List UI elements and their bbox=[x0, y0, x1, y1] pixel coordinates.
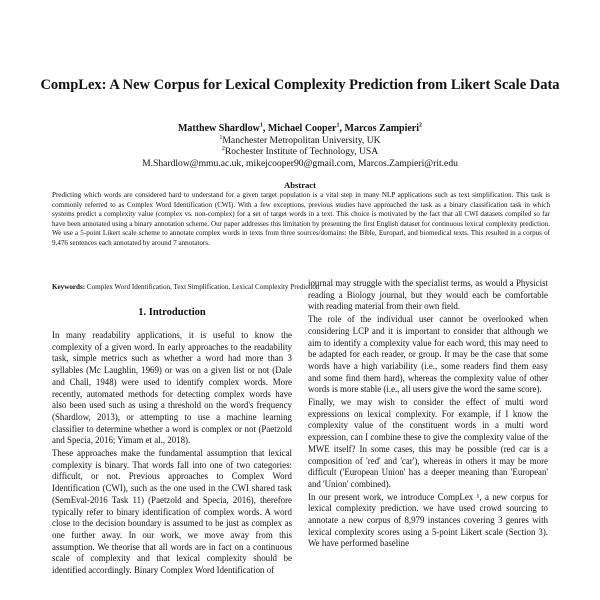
section-heading-introduction: 1. Introduction bbox=[138, 307, 206, 318]
affiliation-line bbox=[40, 146, 560, 158]
paragraph: The role of the individual user cannot be overlooked when considering LCP and it is important to consider that although we aim to identify a complexity value for each word, this may need to be adapted for each reader, or group. It may be the case that some words have a high variability (i.e., some readers find them easy and some find them hard), whereas the complexity value of other words is more stable (i.e., all users give the word the same score). bbox=[308, 314, 548, 395]
keywords-list: Complex Word Identification, Text Simplification, Lexical Complexity Prediction bbox=[86, 283, 320, 291]
affiliation-line bbox=[40, 135, 560, 147]
paper-title: CompLex: A New Corpus for Lexical Complexity Prediction from Likert Scale Data bbox=[40, 77, 560, 93]
author-affiliation-mark: 2 bbox=[419, 122, 423, 129]
author-affiliation-mark: 1 bbox=[336, 122, 340, 129]
affiliation-text: Rochester Institute of Technology, USA bbox=[224, 146, 379, 158]
left-column bbox=[52, 330, 292, 578]
abstract-text: Predicting which words are considered hard to understand for a given target population is a vital step in many NLP applications such as text simplification. This task is commonly referred to as Complex Word Identification (CWI). With a few exceptions, previous studies have approached the task as a binary classification task in which systems predict a complexity value (complex vs. non-complex) for a set of target words in a text. This choice is motivated by the fact that all CWI datasets compiled so far have been annotated using a binary annotation scheme. Our paper addresses this limitation by presenting the first English dataset for continuous lexical complexity prediction. We use a 5-point Likert scale scheme to annotate complex words in texts from three sources/domains: the Bible, Europarl, and biomedical texts. This resulted in a corpus of 9,476 sentences each annotated by around 7 annotators. bbox=[52, 191, 550, 247]
affiliation-mark: 2 bbox=[221, 146, 225, 152]
author-affiliation-mark: 1 bbox=[259, 122, 263, 129]
affiliation-text: Manchester Metropolitan University, UK bbox=[222, 134, 381, 146]
keywords-label: Keywords: bbox=[52, 283, 86, 291]
author-name: Michael Cooper bbox=[267, 123, 337, 134]
author-name: Marcos Zampieri bbox=[344, 123, 420, 134]
author-block bbox=[40, 123, 560, 169]
paragraph: journal may struggle with the specialist terms, as would a Physicist reading a Biology journal, but they would each be comfortable with reading material from their own field. bbox=[308, 278, 548, 312]
abstract-heading: Abstract bbox=[284, 180, 316, 190]
author-emails: M.Shardlow@mmu.ac.uk, mikejcooper90@gmail.com, Marcos.Zampieri@rit.edu bbox=[142, 157, 458, 169]
author-names: Matthew Shardlow$^1$, Michael Cooper$^1$, Marcos Zampieri$^2$ bbox=[177, 122, 423, 134]
paragraph: In our present work, we introduce CompLex ¹, a new corpus for lexical complexity prediction. we have used crowd sourcing to annotate a new corpus of 8,979 instances covering 3 genres with lexical complexity scores using a 5-point Likert scale (Section 3). We have performed baseline bbox=[308, 491, 548, 549]
affiliation-mark: 1 bbox=[219, 134, 223, 141]
paragraph: These approaches make the fundamental assumption that lexical complexity is binary. That words fall into one of two categories: difficult, or not. Previous approaches to Complex Word Identification (CWI), such as the one used in the CWI shared task (SemEval-2016 Task 11) (Paetzold and Specia, 2016), therefore typically refer to binary identification of complex words. A word close to the decision boundary is assumed to be just as complex as one further away. In our work, we move away from this assumption. We theorise that all words are in fact on a continuous scale of complexity and that lexical complexity should be identified accordingly. Binary Complex Word Identification of bbox=[52, 448, 292, 576]
paragraph: Finally, we may wish to consider the effect of multi word expressions on lexical complexity. For example, if I know the complexity value of the constituent words in a multi word expression, can I combine these to give the complexity value of the MWE itself? In some cases, this may be possible (red car is a composition of 'red' and 'car'), whereas in others it may be more difficult ('European Union' has a deeper meaning than 'European' and 'Union' combined). bbox=[308, 397, 548, 489]
paragraph: In many readability applications, it is useful to know the complexity of a given word. In early approaches to the readability task, simple metrics such as whether a word had more than 3 syllables (Mc Laughlin, 1969) or was on a given list or not (Dale and Chall, 1948) were used to identify complex words. More recently, automated methods for detecting complex words have also been used such as using a threshold on the word's frequency (Shardlow, 2013), or attempting to use a machine learning classifier to determine whether a word is complex or not (Paetzold and Specia, 2016; Yimam et al., 2018). bbox=[52, 330, 292, 446]
right-column bbox=[308, 278, 548, 551]
author-name: Matthew Shardlow bbox=[177, 123, 260, 134]
